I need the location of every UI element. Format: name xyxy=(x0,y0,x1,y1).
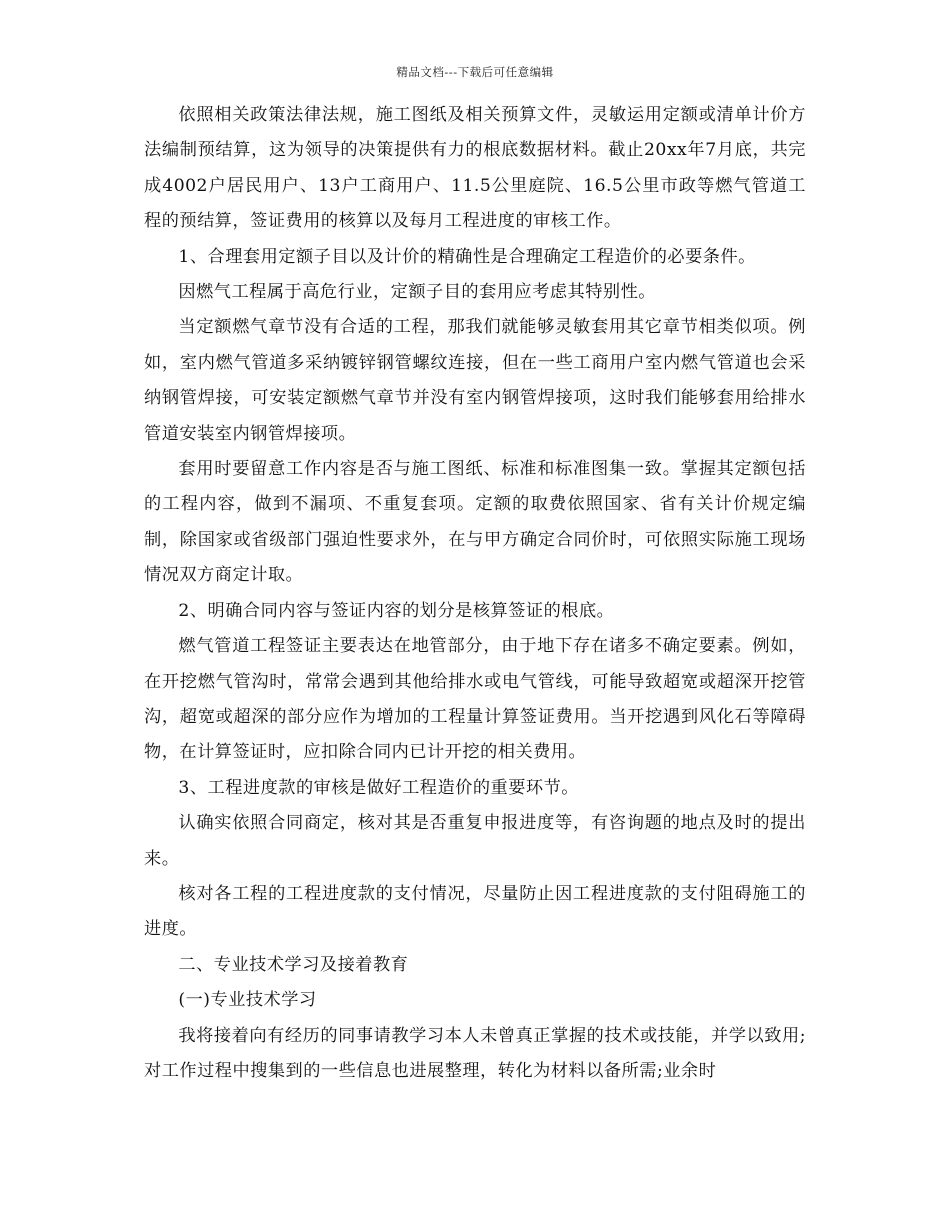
page-header: 精品文档---下载后可任意编辑 xyxy=(396,65,554,79)
paragraph: 2、明确合同内容与签证内容的划分是核算签证的根底。 xyxy=(178,600,615,621)
paragraph: 1、合理套用定额子目以及计价的精确性是合理确定工程造价的必要条件。 xyxy=(178,246,756,267)
paragraph: 认确实依照合同商定，核对其是否重复申报进度等，有咨询题的地点及时的提出来。 xyxy=(144,813,806,869)
subsection-heading: (一)专业技术学习 xyxy=(178,990,317,1011)
section-heading: 二、专业技术学习及接着教育 xyxy=(178,954,409,975)
paragraph: 燃气管道工程签证主要表达在地管部分，由于地下存在诸多不确定要素。例如，在开挖燃气管沟时，常常会遇到其他给排水或电气管线，可能导致超宽或超深开挖管沟，超宽或超深的部分应作为增加的工程量计算签证费用。当开挖遇到风化石等障碍物，在计算签证时，应扣除合同内已计开挖的相关费用。 xyxy=(144,636,806,763)
paragraph: 核对各工程的工程进度款的支付情况，尽量防止因工程进度款的支付阻碍施工的进度。 xyxy=(144,883,806,940)
paragraph: 3、工程进度款的审核是做好工程造价的重要环节。 xyxy=(178,777,579,798)
paragraph: 我将接着向有经历的同事请教学习本人未曾真正掌握的技术或技能，并学以致用;对工作过程中搜集到的一些信息也进展整理，转化为材料以备所需;业余时 xyxy=(144,1025,806,1081)
paragraph: 当定额燃气章节没有合适的工程，那我们就能够灵敏套用其它章节相类似项。例如，室内燃气管道多采纳镀锌钢管螺纹连接，但在一些工商用户室内燃气管道也会采纳钢管焊接，可安装定额燃气章节并没有室内钢管焊接项，这时我们能够套用给排水管道安装室内钢管焊接项。 xyxy=(144,317,806,444)
paragraph: 因燃气工程属于高危行业，定额子目的套用应考虑其特别性。 xyxy=(178,282,656,303)
document-body xyxy=(144,98,806,1089)
paragraph: 依照相关政策法律法规，施工图纸及相关预算文件，灵敏运用定额或清单计价方法编制预结算，这为领导的决策提供有力的根底数据材料。截止20xx年7月底，共完成4002户居民用户、13户工商用户、11.5公里庭院、16.5公里市政等燃气管道工程的预结算，签证费用的核算以及每月工程进度的审核工作。 xyxy=(144,105,806,232)
paragraph: 套用时要留意工作内容是否与施工图纸、标准和标准图集一致。掌握其定额包括的工程内容，做到不漏项、不重复套项。定额的取费依照国家、省有关计价规定编制，除国家或省级部门强迫性要求外，在与甲方确定合同价时，可依照实际施工现场情况双方商定计取。 xyxy=(144,459,806,586)
